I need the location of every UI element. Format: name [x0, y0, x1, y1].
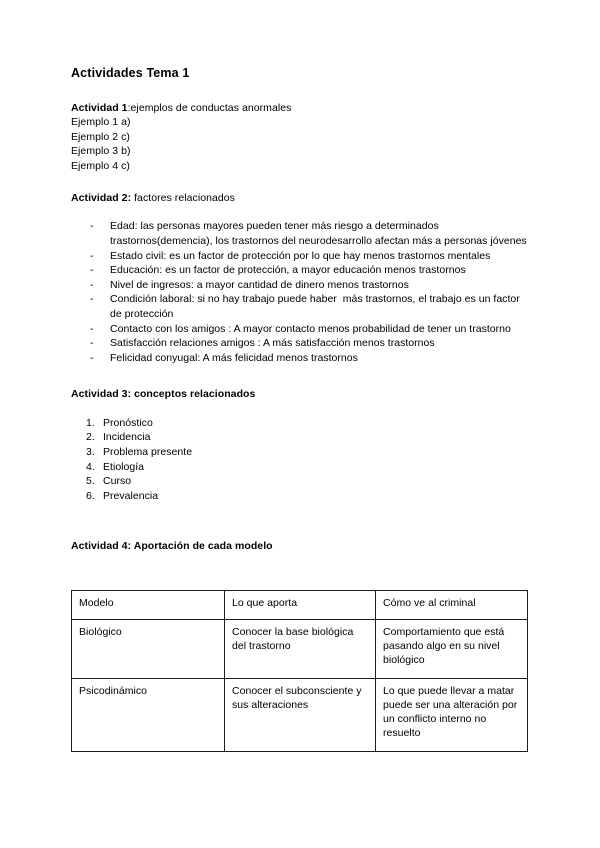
activity-1-heading-lead: Actividad 1 [71, 102, 128, 114]
list-item: - Contacto con los amigos : A mayor contacto menos probabilidad de tener un trastorno [71, 322, 529, 337]
table-row [72, 619, 528, 678]
list-item: - Felicidad conyugal: A más felicidad menos trastornos [71, 351, 529, 366]
activity-1-heading-rest: :ejemplos de conductas anormales [127, 102, 292, 114]
models-table [71, 590, 528, 752]
activity-2-heading-lead: Actividad 2: [71, 192, 132, 205]
activity-4-heading-text: Actividad 4: Aportación de cada modelo [71, 540, 273, 553]
cell-modelo: Psicodinámico [72, 678, 225, 751]
activity-2-heading [71, 191, 529, 205]
column-header-criminal: Cómo ve al criminal [376, 590, 528, 619]
column-header-modelo: Modelo [72, 590, 225, 619]
cell-criminal: Comportamiento que está pasando algo en su nivel biológico [376, 619, 528, 678]
activity-3-heading-text: Actividad 3: conceptos relacionados [71, 388, 256, 401]
activity-2-heading-rest: factores relacionados [131, 192, 235, 205]
activity-1-line-4: Ejemplo 4 c) [71, 159, 130, 172]
list-item: - Satisfacción relaciones amigos : A más satisfacción menos trastornos [71, 336, 529, 351]
list-item: Prevalencia [103, 489, 159, 502]
document-body [71, 66, 529, 752]
activity-1-line-1: Ejemplo 1 a) [71, 116, 131, 129]
cell-criminal: Lo que puede llevar a matar puede ser una alteración por un conflicto interno no resuelto [376, 678, 528, 751]
cell-modelo: Biológico [72, 619, 225, 678]
spacer [71, 554, 529, 590]
activity-3-concept-list [71, 416, 529, 504]
activity-1-line-2: Ejemplo 2 c) [71, 130, 130, 143]
cell-aporta: Conocer el subconsciente y sus alteraciones [225, 678, 376, 751]
list-item: - Educación: es un factor de protección, a mayor educación menos trastornos [71, 263, 529, 278]
list-item: Curso [103, 475, 132, 488]
list-item: Etiología [103, 460, 145, 473]
table-header-row [72, 590, 528, 619]
spacer [71, 173, 529, 191]
activity-3-heading [71, 387, 529, 401]
list-item: - Edad: las personas mayores pueden tener más riesgo a determinados trastornos(demencia), los trastornos del neurodesarrollo afectan más a personas jóvenes [71, 219, 529, 248]
list-item: Problema presente [103, 445, 193, 458]
list-item: Pronóstico [103, 416, 153, 429]
activity-1-heading [71, 101, 529, 115]
page-title: Actividades Tema 1 [71, 66, 190, 80]
activity-2-factor-list [71, 219, 529, 365]
list-item: - Nivel de ingresos: a mayor cantidad de dinero menos trastornos [71, 278, 529, 293]
list-item: Incidencia [103, 431, 151, 444]
activity-1-line-3: Ejemplo 3 b) [71, 145, 131, 158]
spacer [71, 365, 529, 387]
column-header-aporta: Lo que aporta [225, 590, 376, 619]
spacer [71, 503, 529, 539]
list-item: - Estado civil: es un factor de protección por lo que hay menos trastornos mentales [71, 249, 529, 264]
spacer [71, 402, 529, 416]
cell-aporta: Conocer la base biológica del trastorno [225, 619, 376, 678]
list-item: - Condición laboral: si no hay trabajo puede haber más trastornos, el trabajo es un factor de protección [71, 292, 529, 321]
table-row [72, 678, 528, 751]
spacer [71, 205, 529, 219]
activity-4-heading [71, 539, 529, 553]
